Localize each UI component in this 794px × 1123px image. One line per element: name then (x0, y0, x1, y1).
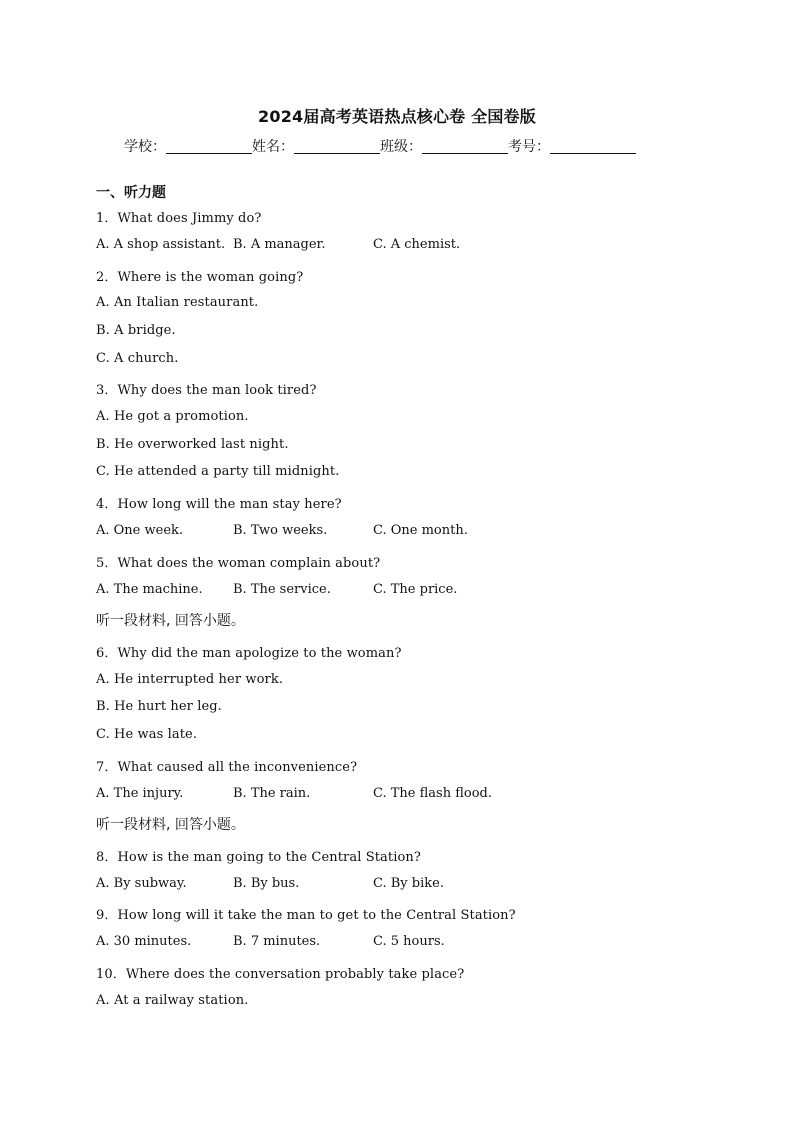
name-blank (294, 139, 380, 154)
class-label: 班级： (380, 139, 422, 155)
question-9-option-b: B. 7 minutes. (233, 934, 321, 949)
exam-number-blank (550, 139, 636, 154)
question-9: 9．How long will it take the man to get to the Central Station? (96, 908, 516, 923)
question-2: 2．Where is the woman going? (96, 270, 304, 285)
question-5-option-c: C. The price. (373, 582, 458, 597)
listening-instruction-2: 听一段材料, 回答小题。 (96, 817, 245, 833)
question-1-option-a: A. A shop assistant. (96, 237, 226, 252)
question-4-option-b: B. Two weeks. (233, 523, 328, 538)
question-3-option-b: B. He overworked last night. (96, 437, 289, 452)
student-info-row (124, 136, 636, 156)
school-blank (166, 139, 252, 154)
question-1-option-c: C. A chemist. (373, 237, 461, 252)
question-8-option-a: A. By subway. (96, 876, 187, 891)
question-7: 7．What caused all the inconvenience? (96, 760, 358, 775)
question-2-option-a: A. An Italian restaurant. (96, 295, 259, 310)
question-4-option-a: A. One week. (96, 523, 184, 538)
listening-instruction-1: 听一段材料, 回答小题。 (96, 613, 245, 629)
question-7-option-a: A. The injury. (96, 786, 184, 801)
question-6-option-b: B. He hurt her leg. (96, 699, 222, 714)
question-3: 3．Why does the man look tired? (96, 383, 317, 398)
school-label: 学校： (124, 139, 166, 155)
question-9-option-a: A. 30 minutes. (96, 934, 192, 949)
question-10: 10．Where does the conversation probably take place? (96, 967, 465, 982)
question-5-option-a: A. The machine. (96, 582, 203, 597)
class-blank (422, 139, 508, 154)
question-4: 4．How long will the man stay here? (96, 497, 342, 512)
question-6-option-c: C. He was late. (96, 727, 198, 742)
question-7-option-b: B. The rain. (233, 786, 311, 801)
question-10-option-a: A. At a railway station. (96, 993, 249, 1008)
question-8-option-b: B. By bus. (233, 876, 300, 891)
question-7-option-c: C. The flash flood. (373, 786, 492, 801)
section-heading: 一、听力题 (96, 185, 166, 201)
question-2-option-c: C. A church. (96, 351, 179, 366)
question-8: 8．How is the man going to the Central Station? (96, 850, 421, 865)
question-5-option-b: B. The service. (233, 582, 331, 597)
question-2-option-b: B. A bridge. (96, 323, 176, 338)
question-3-option-c: C. He attended a party till midnight. (96, 464, 340, 479)
question-9-option-c: C. 5 hours. (373, 934, 445, 949)
question-8-option-c: C. By bike. (373, 876, 444, 891)
question-6: 6．Why did the man apologize to the woman? (96, 646, 402, 661)
question-4-option-c: C. One month. (373, 523, 468, 538)
name-label: 姓名： (252, 139, 294, 155)
question-6-option-a: A. He interrupted her work. (96, 672, 284, 687)
page-title: 2024届高考英语热点核心卷 全国卷版 (258, 107, 536, 126)
question-1-option-b: B. A manager. (233, 237, 326, 252)
question-5: 5．What does the woman complain about? (96, 556, 381, 571)
question-1: 1．What does Jimmy do? (96, 211, 262, 226)
exam-number-label: 考号： (508, 139, 550, 155)
question-3-option-a: A. He got a promotion. (96, 409, 249, 424)
